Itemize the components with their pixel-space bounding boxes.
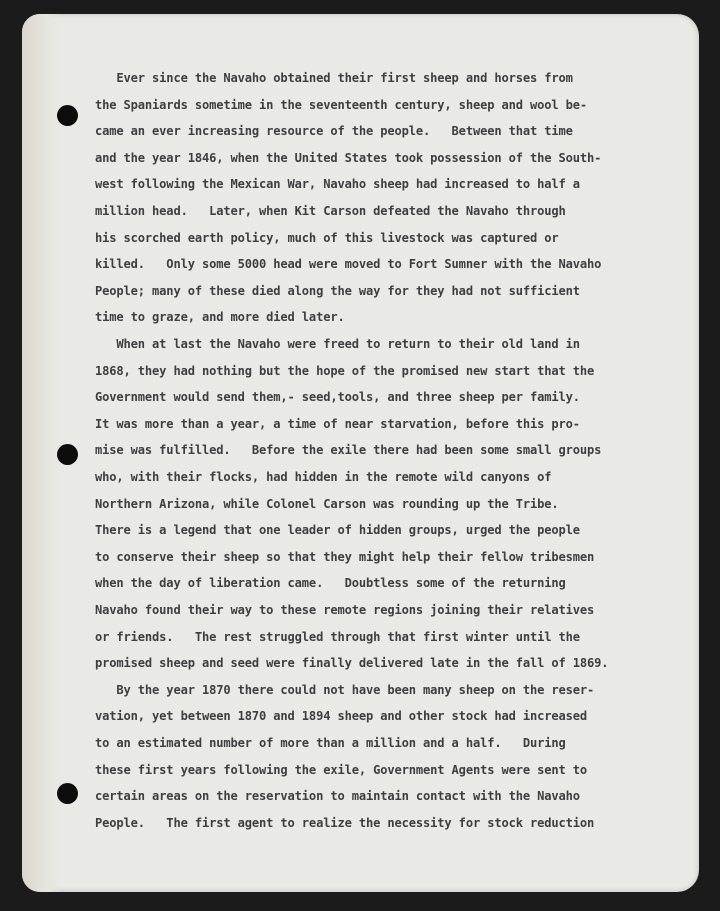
text-line: People; many of these died along the way for they had not sufficient: [95, 283, 580, 298]
punch-hole-top: [57, 105, 78, 126]
text-line: west following the Mexican War, Navaho sheep had increased to half a: [95, 177, 580, 192]
punch-hole-bottom: [57, 783, 78, 804]
text-line: mise was fulfilled. Before the exile there had been some small groups: [95, 443, 602, 458]
text-line: to conserve their sheep so that they might help their fellow tribesmen: [95, 549, 595, 564]
text-line: who, with their flocks, had hidden in the remote wild canyons of: [95, 470, 552, 484]
text-line: certain areas on the reservation to maintain contact with the Navaho: [95, 789, 580, 804]
text-line: when the day of liberation came. Doubtless some of the returning: [95, 576, 566, 591]
text-line: People. The first agent to realize the necessity for stock reduction: [95, 815, 595, 830]
text-line: promised sheep and seed were finally delivered late in the fall of 1869.: [95, 656, 609, 671]
text-line: When at last the Navaho were freed to return to their old land in: [95, 337, 580, 351]
text-line: Northern Arizona, while Colonel Carson was rounding up the Tribe.: [95, 496, 559, 511]
text-line: Government would send them,- seed,tools, and three sheep per family.: [95, 390, 580, 405]
typed-page: [22, 14, 699, 892]
text-line: 1868, they had nothing but the hope of the promised new start that the: [95, 363, 595, 378]
text-line: Navaho found their way to these remote regions joining their relatives: [95, 603, 595, 617]
punch-hole-middle: [57, 444, 78, 465]
text-line: these first years following the exile, Government Agents were sent to: [95, 762, 588, 777]
text-line: to an estimated number of more than a million and a half. During: [95, 736, 566, 750]
text-line: million head. Later, when Kit Carson defeated the Navaho through: [95, 204, 566, 218]
text-line: his scorched earth policy, much of this livestock was captured or: [95, 230, 559, 245]
text-line: It was more than a year, a time of near starvation, before this pro-: [95, 416, 580, 431]
text-line: Ever since the Navaho obtained their first sheep and horses from: [95, 71, 573, 85]
page-edge-shading: [22, 14, 62, 892]
text-line: vation, yet between 1870 and 1894 sheep and other stock had increased: [95, 709, 588, 724]
text-line: the Spaniards sometime in the seventeenth century, sheep and wool be-: [95, 97, 588, 112]
text-line: time to graze, and more died later.: [95, 310, 345, 325]
text-line: or friends. The rest struggled through that first winter until the: [95, 629, 580, 644]
text-line: came an ever increasing resource of the people. Between that time: [95, 124, 573, 139]
text-line: By the year 1870 there could not have been many sheep on the reser-: [95, 682, 595, 697]
text-line: There is a legend that one leader of hidden groups, urged the people: [95, 523, 580, 538]
text-line: killed. Only some 5000 head were moved to Fort Sumner with the Navaho: [95, 257, 602, 272]
text-line: and the year 1846, when the United States took possession of the South-: [95, 150, 602, 165]
